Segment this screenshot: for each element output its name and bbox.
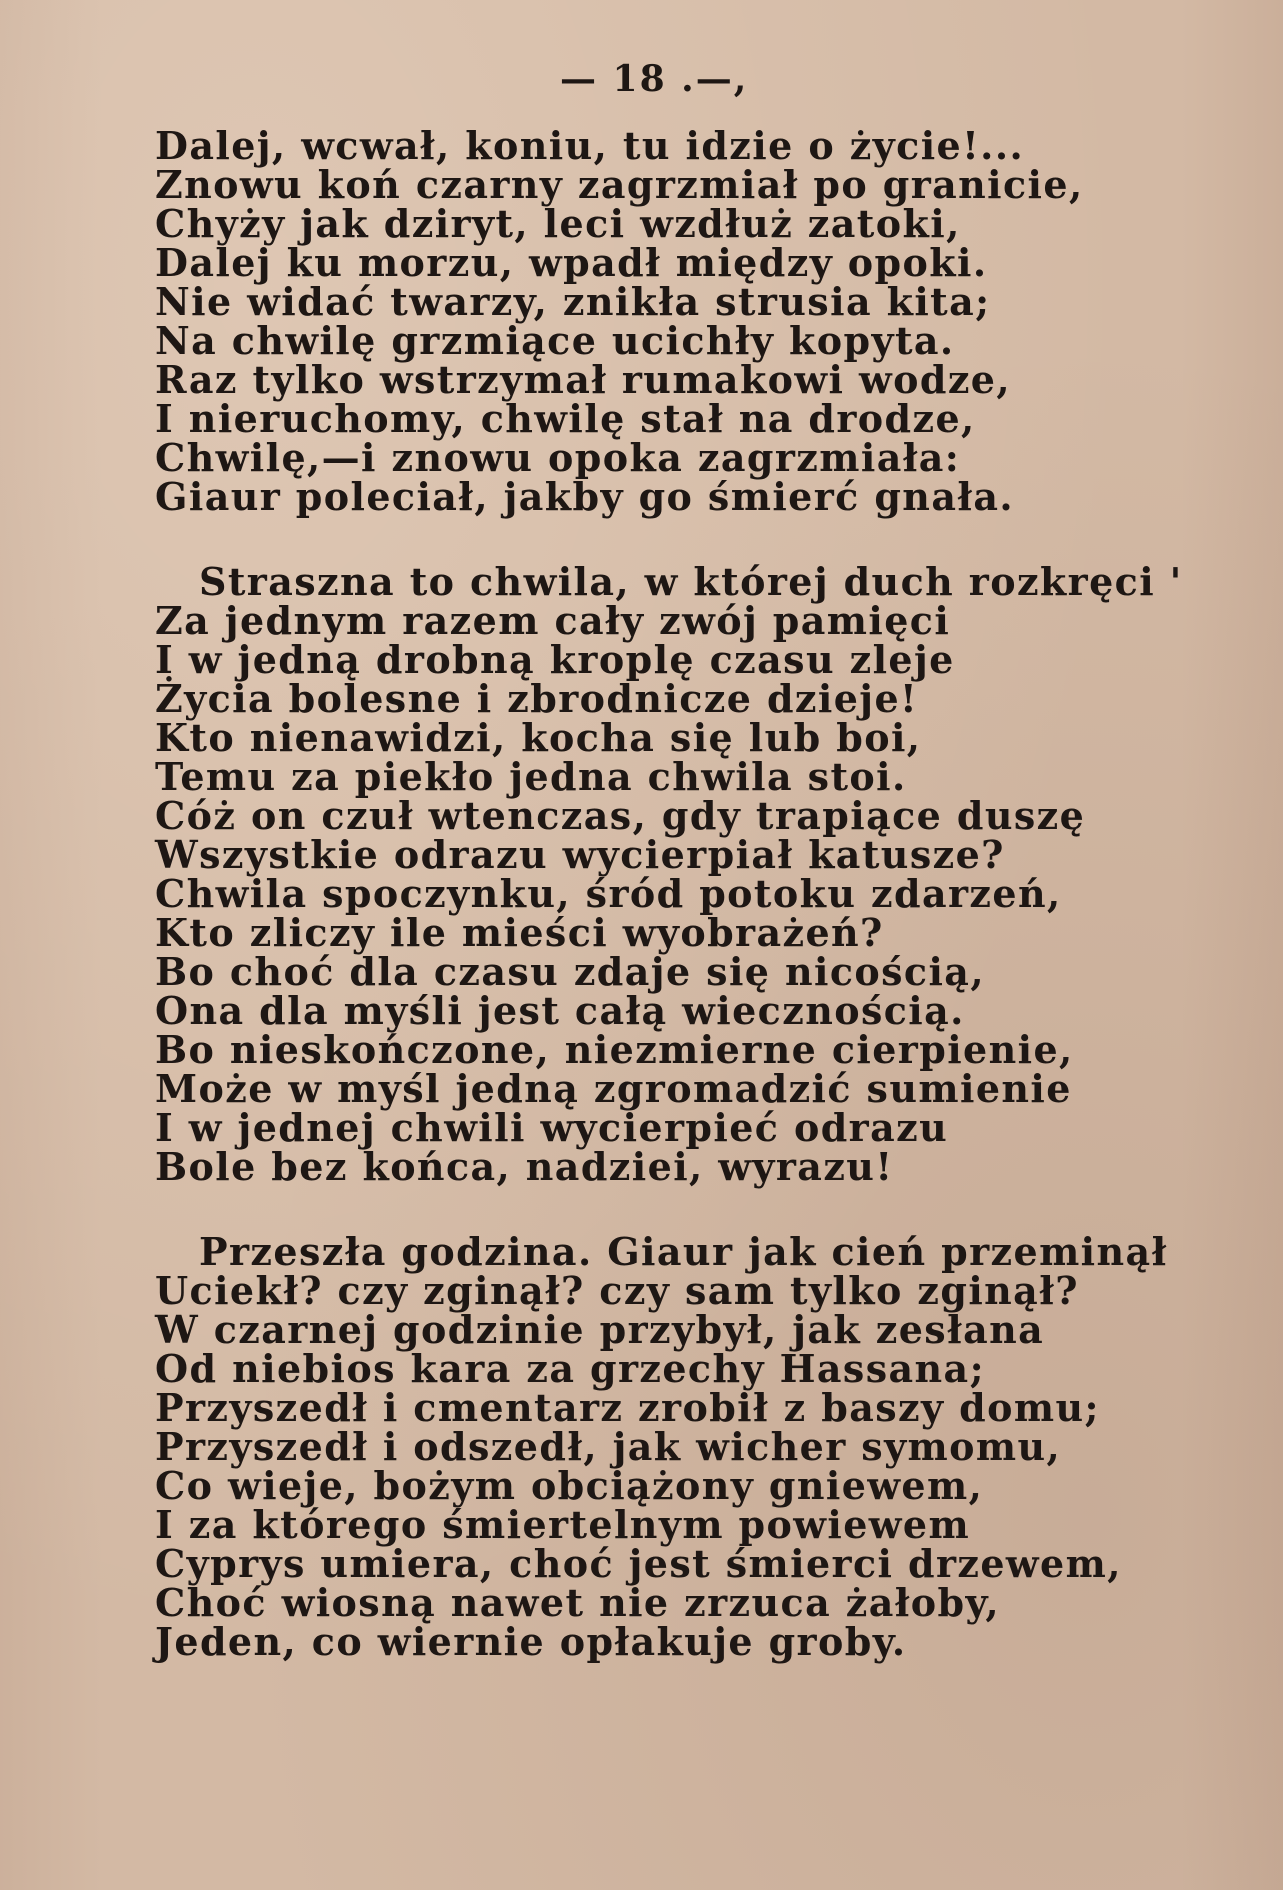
verse-line: Bo nieskończone, niezmierne cierpienie, [155, 1027, 1074, 1072]
verse-line: Jeden, co wiernie opłakuje groby. [155, 1619, 907, 1664]
verse-line: Przyszedł i odszedł, jak wicher symomu, [155, 1424, 1062, 1469]
verse-line: I za którego śmiertelnym powiewem [155, 1502, 971, 1547]
verse-line: Dalej ku morzu, wpadł między opoki. [155, 240, 988, 285]
verse-line: Raz tylko wstrzymał rumakowi wodze, [155, 357, 1012, 402]
verse-line: Może w myśl jedną zgromadzić sumienie [155, 1066, 1072, 1111]
verse-line: Od niebios kara za grzechy Hassana; [155, 1346, 986, 1391]
verse-line: Choć wiosną nawet nie zrzuca żałoby, [155, 1580, 1000, 1625]
verse-line: Dalej, wcwał, koniu, tu idzie o życie!... [155, 123, 1025, 168]
verse-line: Temu za piekło jedna chwila stoi. [155, 754, 907, 799]
verse-line: Za jednym razem cały zwój pamięci [155, 598, 951, 643]
verse-line: Kto zliczy ile mieści wyobrażeń? [155, 910, 884, 955]
verse-line: Ona dla myśli jest całą wiecznością. [155, 988, 965, 1033]
poem-text [155, 123, 1255, 1664]
stanza-3 [155, 1229, 1255, 1664]
verse-line: Chwila spoczynku, śród potoku zdarzeń, [155, 871, 1062, 916]
verse-line: Bo choć dla czasu zdaje się nicością, [155, 949, 985, 994]
verse-line: Bole bez końca, nadziei, wyrazu! [155, 1144, 894, 1189]
verse-line: Przyszedł i cmentarz zrobił z baszy domu; [155, 1385, 1100, 1430]
verse-line: W czarnej godzinie przybył, jak zesłana [155, 1307, 1045, 1352]
verse-line: Życia bolesne i zbrodnicze dzieje! [155, 676, 919, 721]
verse-line: I w jedną drobną kroplę czasu zleje [155, 637, 955, 682]
stanza-1 [155, 123, 1255, 519]
verse-line: Straszna to chwila, w której duch rozkręci ' [199, 559, 1183, 604]
verse-line: Przeszła godzina. Giaur jak cień przeminął [199, 1229, 1168, 1274]
verse-line: Uciekł? czy zginął? czy sam tylko zginął? [155, 1268, 1079, 1313]
page-number: — 18 .—, [560, 58, 749, 100]
verse-line: Wszystkie odrazu wycierpiał katusze? [155, 832, 1005, 877]
verse-line: Co wieje, bożym obciążony gniewem, [155, 1463, 984, 1508]
verse-line: Nie widać twarzy, znikła strusia kita; [155, 279, 991, 324]
verse-line: Giaur poleciał, jakby go śmierć gnała. [155, 474, 1015, 519]
verse-line: Znowu koń czarny zagrzmiał po granicie, [155, 162, 1084, 207]
verse-line: Cyprys umiera, choć jest śmierci drzewem, [155, 1541, 1122, 1586]
verse-line: Chwilę,—i znowu opoka zagrzmiała: [155, 435, 961, 480]
verse-line: Na chwilę grzmiące ucichły kopyta. [155, 318, 955, 363]
verse-line: Cóż on czuł wtenczas, gdy trapiące duszę [155, 793, 1086, 838]
verse-line: I nieruchomy, chwilę stał na drodze, [155, 396, 976, 441]
stanza-2 [155, 559, 1255, 1189]
verse-line: I w jednej chwili wycierpieć odrazu [155, 1105, 949, 1150]
verse-line: Chyży jak dziryt, leci wzdłuż zatoki, [155, 201, 961, 246]
verse-line: Kto nienawidzi, kocha się lub boi, [155, 715, 922, 760]
